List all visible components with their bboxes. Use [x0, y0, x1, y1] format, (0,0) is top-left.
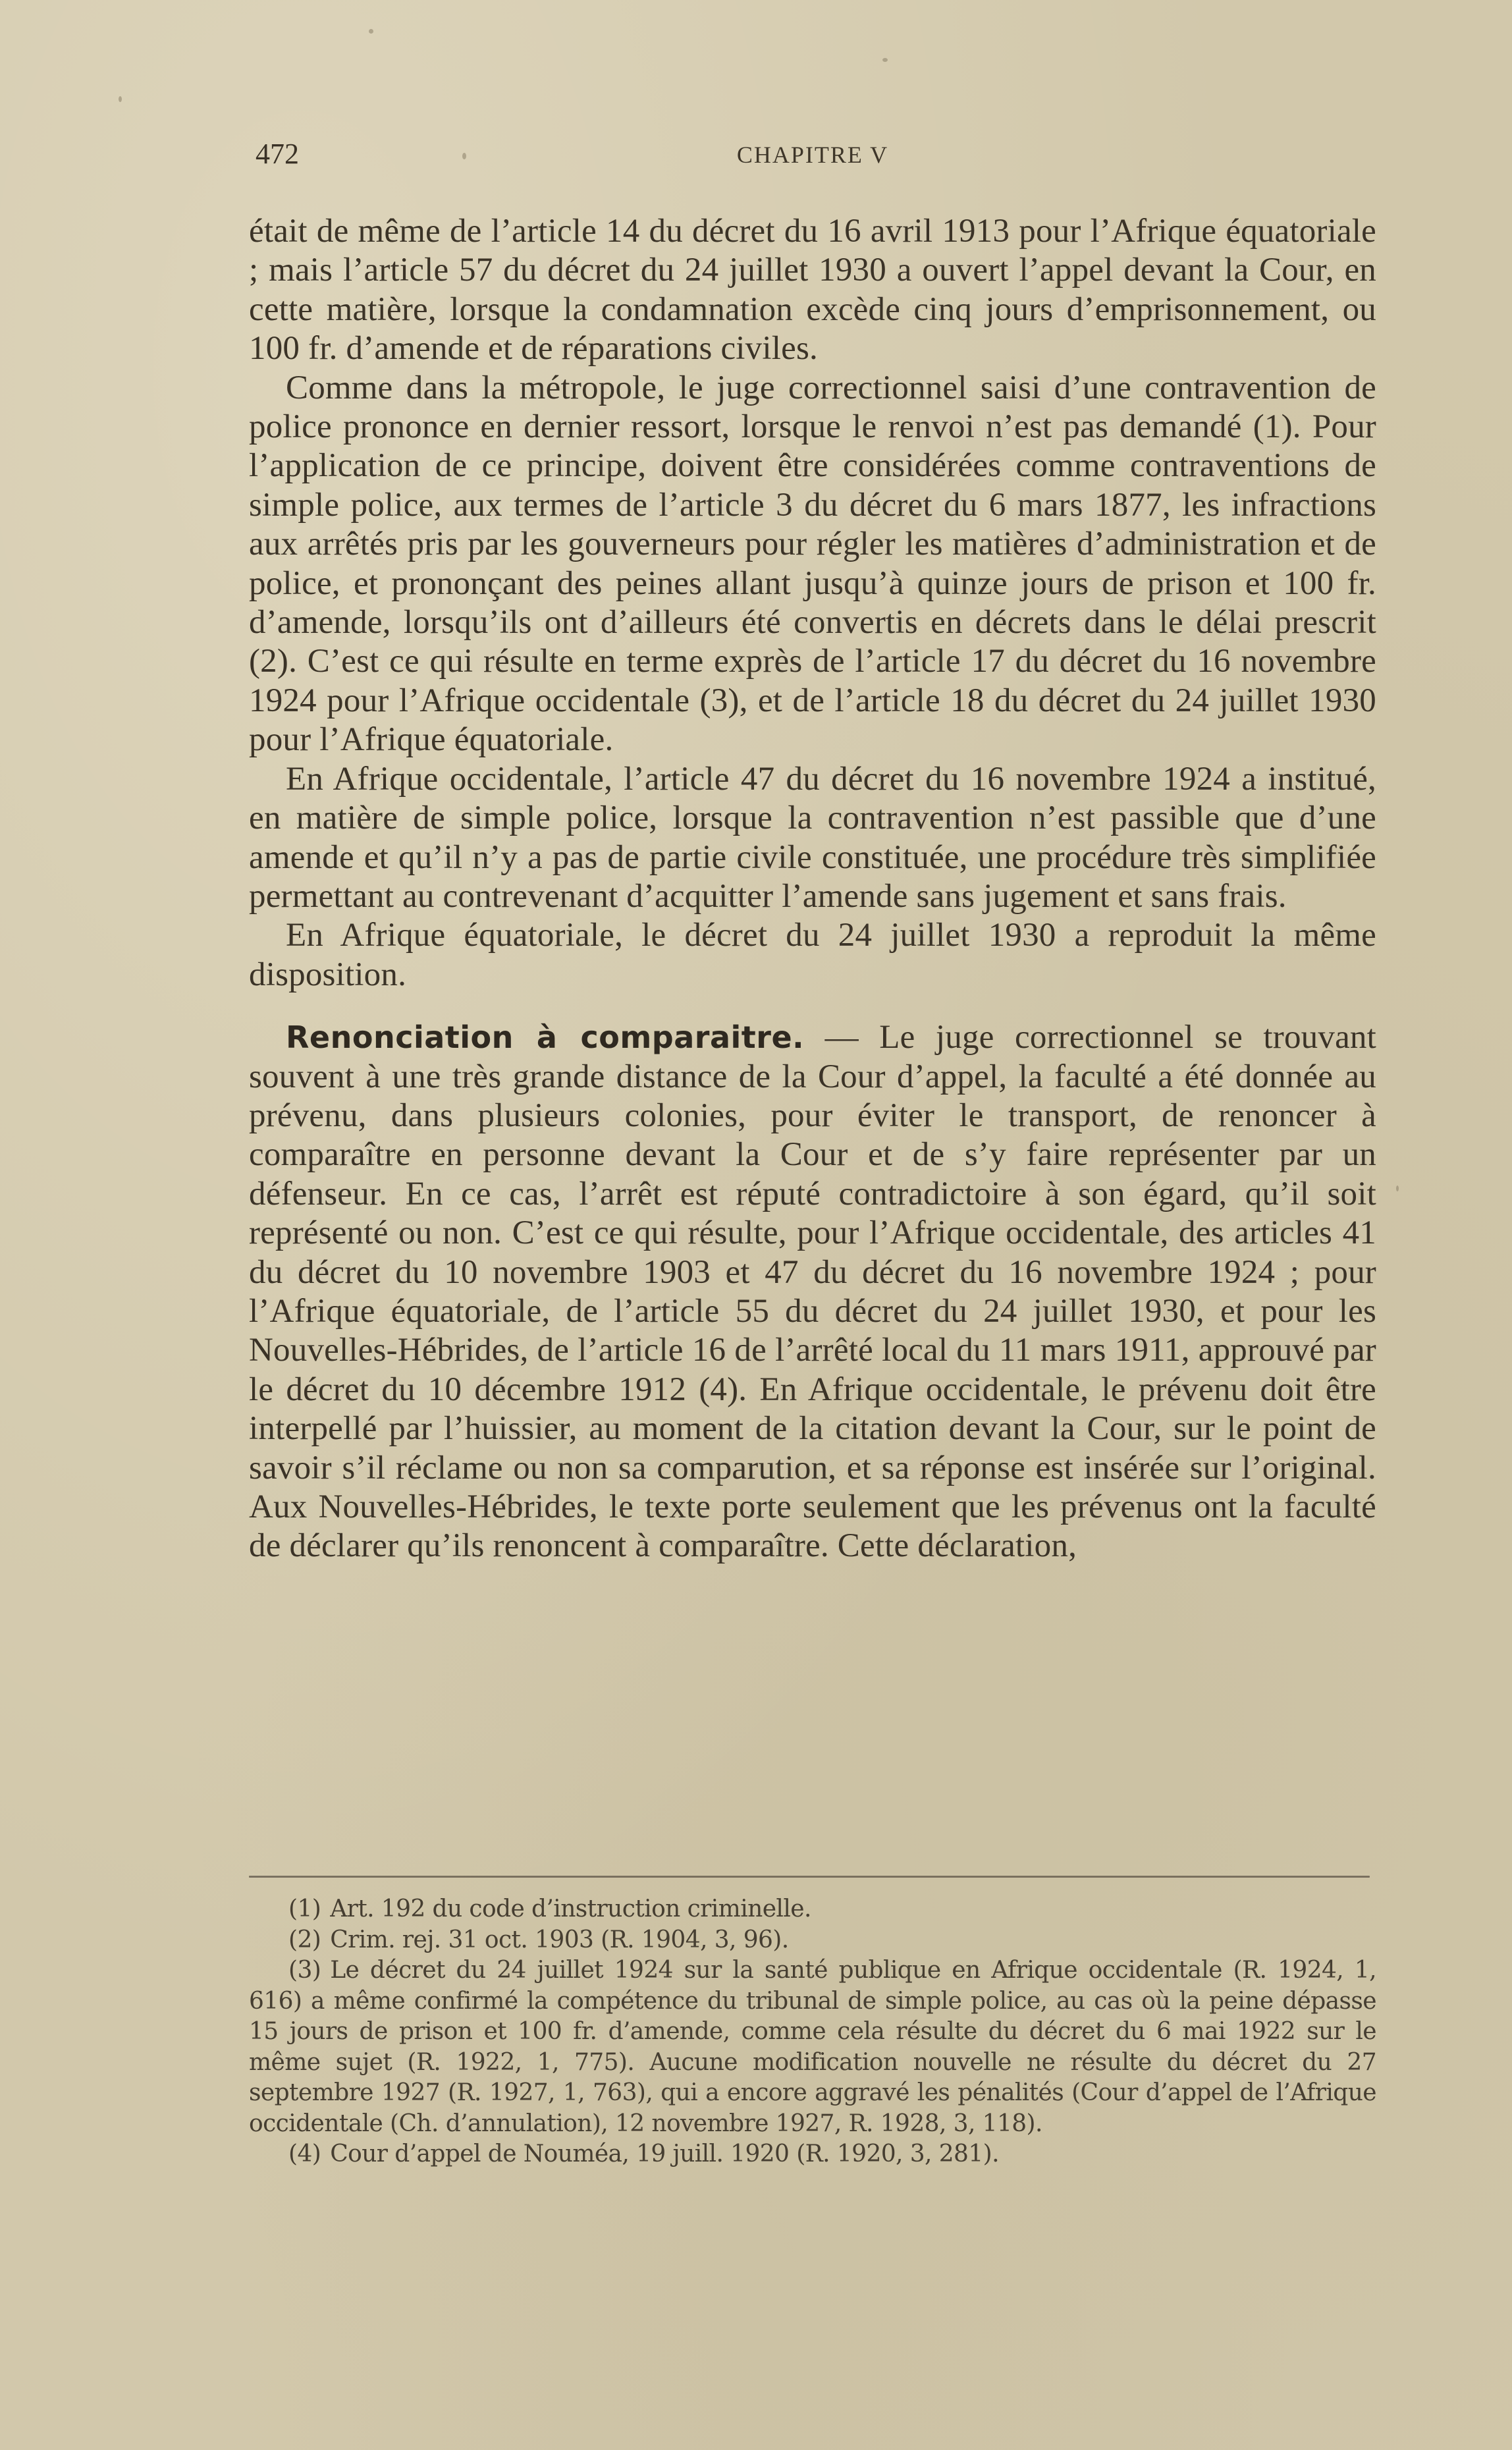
paper-speck [882, 58, 888, 62]
running-head [249, 137, 1376, 177]
footnote [249, 1955, 1376, 2139]
chapter-title: CHAPITRE V [736, 142, 889, 168]
paper-speck [369, 29, 373, 34]
footnote-text: Art. 192 du code d’instruction criminelle. [330, 1895, 811, 1922]
footnote [249, 1925, 1376, 1956]
paper-speck [119, 96, 122, 102]
section-dash: — [804, 1019, 880, 1056]
footnote-marker: (4) [288, 2140, 321, 2167]
footnote-text: Crim. rej. 31 oct. 1903 (R. 1904, 3, 96). [330, 1926, 789, 1953]
footnote-marker: (1) [288, 1895, 321, 1922]
body-text [249, 212, 1376, 1566]
section-text: Le juge correctionnel se trouvant souvent à une très grande distance de la Cour d’appel, la faculté a été donnée au prévenu, dans plusieurs colonies, pour éviter le transport, de renoncer à comparaître en personne devant la Cour et de s’y faire représenter par un défenseur. En ce cas, l’arrêt est réputé contradictoire à son égard, qu’il soit représenté ou non. C’est ce qui résulte, pour l’Afrique occidentale, des articles 41 du décret du 10 novembre 1903 et 47 du décret du 16 novembre 1924 ; pour l’Afrique équatoriale, de l’article 55 du décret du 24 juillet 1930, et pour les Nouvelles-Hébrides, de l’article 16 de l’arrêté local du 11 mars 1911, approuvé par le décret du 10 décembre 1912 (4). En Afrique occidentale, le prévenu doit être interpellé par l’huissier, au moment de la citation devant la Cour, sur le point de savoir s’il réclame ou non sa comparution, et sa réponse est insérée sur l’original. Aux Nouvelles-Hébrides, le texte porte seulement que les prévenus ont la faculté de déclarer qu’ils renoncent à comparaître. Cette déclaration, [249, 1019, 1376, 1565]
footnote [249, 2139, 1376, 2170]
footnote-text: Cour d’appel de Nouméa, 19 juill. 1920 (R. 1920, 3, 281). [330, 2140, 999, 2167]
footnotes [249, 1894, 1376, 2170]
paragraph: était de même de l’article 14 du décret du 16 avril 1913 pour l’Afrique équatoriale ; mais l’article 57 du décret du 24 juillet 1930 a ouvert l’appel devant la Cour, en cette matière, lorsque la condamnation excède cinq jours d’emprisonnement, ou 100 fr. d’amende et de réparations civiles. [249, 213, 1376, 368]
footnote-text: Le décret du 24 juillet 1924 sur la santé publique en Afrique occidentale (R. 1924, 1, 616) a même confirmé la compétence du tribunal de simple police, au cas où la peine dépasse 15 jours de prison et 100 fr. d’amende, comme cela résulte du décret du 6 mai 1922 sur le même sujet (R. 1922, 1, 775). Aucune modification nouvelle ne résulte du décret du 27 septembre 1927 (R. 1927, 1, 763), qui a encore aggravé les pénalités (Cour d’appel de l’Afrique occidentale (Ch. d’annulation), 12 novembre 1927, R. 1928, 3, 118). [249, 1957, 1376, 2137]
paragraph: En Afrique occidentale, l’article 47 du décret du 16 novembre 1924 a institué, en matière de simple police, lorsque la contravention n’est passible que d’une amende et qu’il n’y a pas de partie civile constituée, une procédure très simplifiée permettant au contrevenant d’acquitter l’amende sans jugement et sans frais. [249, 760, 1376, 915]
paper-speck [1396, 1185, 1399, 1191]
section-paragraph [249, 1018, 1376, 1566]
section-heading: Renonciation à comparaitre. [286, 1020, 805, 1056]
footnote-marker: (2) [288, 1926, 321, 1953]
page-number: 472 [256, 138, 299, 170]
footnote-divider [249, 1876, 1370, 1878]
footnote [249, 1894, 1376, 1925]
footnote-marker: (3) [288, 1957, 321, 1984]
paragraph: Comme dans la métropole, le juge correctionnel saisi d’une contravention de police prononce en dernier ressort, lorsque le renvoi n’est pas demandé (1). Pour l’application de ce principe, doivent être considérées comme contraventions de simple police, aux termes de l’article 3 du décret du 6 mars 1877, les infractions aux arrêtés pris par les gouverneurs pour régler les matières d’administration et de police, et prononçant des peines allant jusqu’à quinze jours de prison et 100 fr. d’amende, lorsqu’ils ont d’ailleurs été convertis en décrets dans le délai prescrit (2). C’est ce qui résulte en terme exprès de l’article 17 du décret du 16 novembre 1924 pour l’Afrique occidentale (3), et de l’article 18 du décret du 24 juillet 1930 pour l’Afrique équatoriale. [249, 369, 1376, 759]
paragraph: En Afrique équatoriale, le décret du 24 juillet 1930 a reproduit la même disposition. [249, 917, 1376, 993]
